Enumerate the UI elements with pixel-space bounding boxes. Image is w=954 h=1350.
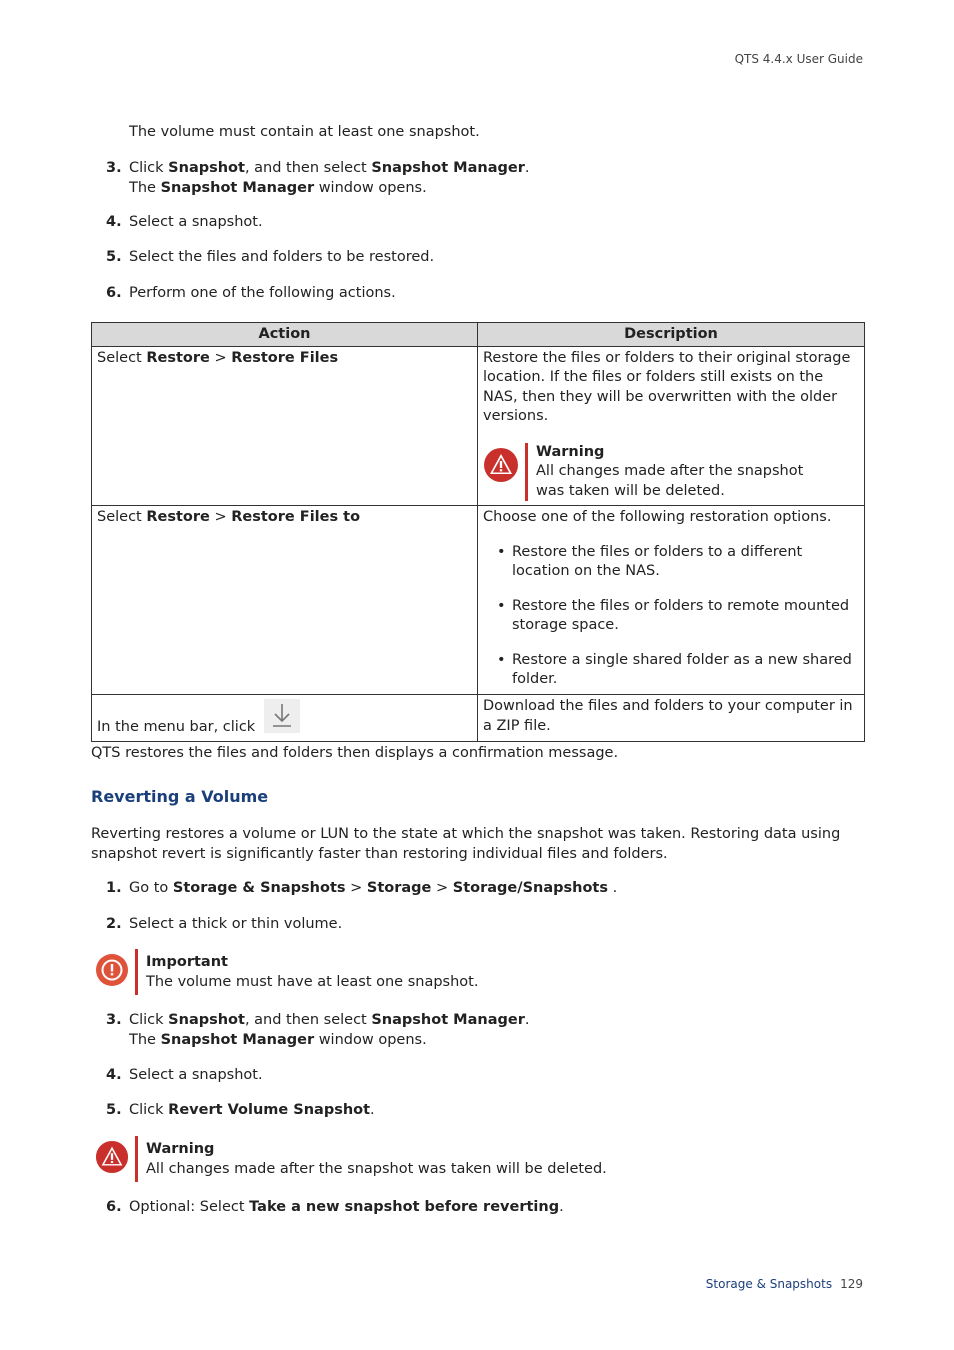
step-text-bold: Snapshot Manager: [160, 1031, 315, 1048]
step-text-part: Optional: Select: [129, 1199, 250, 1215]
step-text-part: The: [129, 1031, 161, 1048]
step-text-bold: Snapshot Manager: [371, 160, 525, 176]
step-text-bold: Take a new snapshot before reverting: [249, 1199, 560, 1215]
step-text-part: .: [607, 880, 618, 896]
step-text: [129, 1198, 564, 1218]
step-text-bold: Revert Volume Snapshot: [168, 1102, 371, 1118]
section-paragraph: Reverting restores a volume or LUN to the state at which the snapshot was taken. Restoring data using snapshot revert is significantly faster than restoring individual files and folders.: [91, 826, 841, 862]
description-text: Download the files and folders to your computer in a ZIP file.: [483, 698, 853, 734]
table-header-row: [92, 323, 865, 347]
step-text: Select the files and folders to be restored.: [129, 249, 435, 265]
page-footer: [706, 1275, 863, 1295]
warning-title: Warning: [536, 443, 605, 460]
table-header-action: Action: [92, 323, 478, 347]
step-number: 2.: [106, 916, 122, 932]
table-row: [92, 506, 865, 695]
step-text-bold: Snapshot Manager: [371, 1012, 525, 1028]
step-text: Select a snapshot.: [129, 214, 263, 230]
download-icon: [264, 699, 300, 733]
action-cell: [92, 346, 478, 506]
step-text-bold: Snapshot: [168, 160, 245, 176]
warning-body: [146, 1136, 607, 1179]
step-text: Select a thick or thin volume.: [129, 916, 343, 932]
action-cell: [92, 506, 478, 695]
warning-icon: [483, 447, 519, 483]
options-list: [483, 543, 859, 690]
step-number: 4.: [106, 1067, 122, 1083]
action-cell: [92, 695, 478, 742]
warning-bar: [135, 1136, 138, 1182]
important-text: The volume must have at least one snapshot.: [146, 973, 479, 990]
footer-section-link[interactable]: Storage & Snapshots: [705, 1277, 833, 1291]
important-icon: [95, 953, 131, 989]
step-text-part: Click: [129, 160, 169, 176]
action-bold: Restore: [146, 509, 210, 525]
list-item: • Restore a single shared folder as a new shared folder.: [483, 651, 859, 690]
step-number: 6.: [106, 1199, 122, 1215]
step-text-part: .: [524, 160, 530, 176]
step-text: [129, 1101, 375, 1121]
important-body: [146, 949, 478, 992]
description-cell: [478, 506, 865, 695]
action-separator: >: [209, 509, 232, 525]
step-text: Perform one of the following actions.: [129, 285, 396, 301]
step-number: 4.: [106, 214, 122, 230]
action-bold: Restore: [146, 349, 210, 366]
action-text: In the menu bar, click: [97, 718, 256, 735]
important-title: Important: [146, 954, 228, 970]
confirm-text: QTS restores the files and folders then displays a confirmation message.: [91, 745, 619, 761]
important-bar: [135, 949, 138, 995]
step-text: Select a snapshot.: [129, 1067, 263, 1083]
section-title: Reverting a Volume: [91, 787, 269, 806]
step-text-part: Click: [129, 1102, 169, 1118]
step-text-part: Go to: [129, 880, 173, 896]
warning-icon: [95, 1140, 131, 1176]
step-text: [129, 159, 529, 198]
page-header: QTS 4.4.x User Guide: [734, 52, 863, 66]
step-text-part: Click: [129, 1012, 169, 1028]
step-number: 3.: [106, 160, 122, 176]
intro-line: The volume must contain at least one snapshot.: [129, 124, 480, 140]
step-text-part: window opens.: [314, 1031, 427, 1048]
warning-note: [95, 1136, 607, 1182]
step-text-part: , and then select: [244, 1012, 372, 1028]
warning-bar: [525, 443, 528, 502]
step-text-part: .: [524, 1012, 530, 1028]
step-text-part: >: [345, 880, 367, 896]
warning-text: All changes made after the snapshot was taken will be deleted.: [536, 463, 804, 499]
action-separator: >: [209, 349, 232, 366]
step-number: 5.: [106, 1102, 122, 1118]
list-item: • Restore the files or folders to a different location on the NAS.: [483, 543, 859, 582]
step-number: 6.: [106, 285, 122, 301]
step-text-part: .: [559, 1199, 564, 1215]
action-bold: Restore Files: [231, 349, 339, 366]
step-text: [129, 1011, 529, 1050]
step-number: 3.: [106, 1012, 122, 1028]
step-text-bold: Snapshot: [168, 1012, 245, 1028]
step-text: [129, 879, 617, 899]
action-text: Select: [97, 509, 147, 525]
step-text-bold: Storage & Snapshots: [172, 880, 346, 896]
warning-title: Warning: [146, 1141, 215, 1157]
description-cell: [478, 346, 865, 506]
table-row: [92, 695, 865, 742]
step-text-bold: Snapshot Manager: [160, 179, 315, 196]
warning-text: All changes made after the snapshot was taken will be deleted.: [146, 1160, 607, 1177]
step-text-part: The: [129, 179, 161, 196]
warning-note: [483, 443, 859, 502]
step-text-bold: Storage/Snapshots: [452, 880, 608, 896]
action-bold: Restore Files to: [231, 509, 361, 525]
list-item: • Restore the files or folders to remote mounted storage space.: [483, 597, 859, 636]
actions-table: [91, 322, 865, 742]
step-number: 5.: [106, 249, 122, 265]
table-row: [92, 346, 865, 506]
step-text-part: >: [431, 880, 453, 896]
step-text-part: .: [370, 1102, 375, 1118]
step-text-bold: Storage: [366, 880, 432, 896]
table-header-description: Description: [478, 323, 865, 347]
warning-body: [536, 443, 806, 502]
description-cell: [478, 695, 865, 742]
important-note: [95, 949, 478, 995]
action-text: Select: [97, 349, 147, 366]
step-number: 1.: [106, 880, 122, 896]
description-text: Restore the files or folders to their original storage location. If the files or folders still exists on the NAS, then they will be overwritten with the older versions.: [483, 349, 851, 424]
step-text-part: window opens.: [314, 179, 427, 196]
step-text-part: , and then select: [244, 160, 372, 176]
page-number: 129: [840, 1277, 863, 1291]
description-text: Choose one of the following restoration options.: [483, 509, 832, 525]
